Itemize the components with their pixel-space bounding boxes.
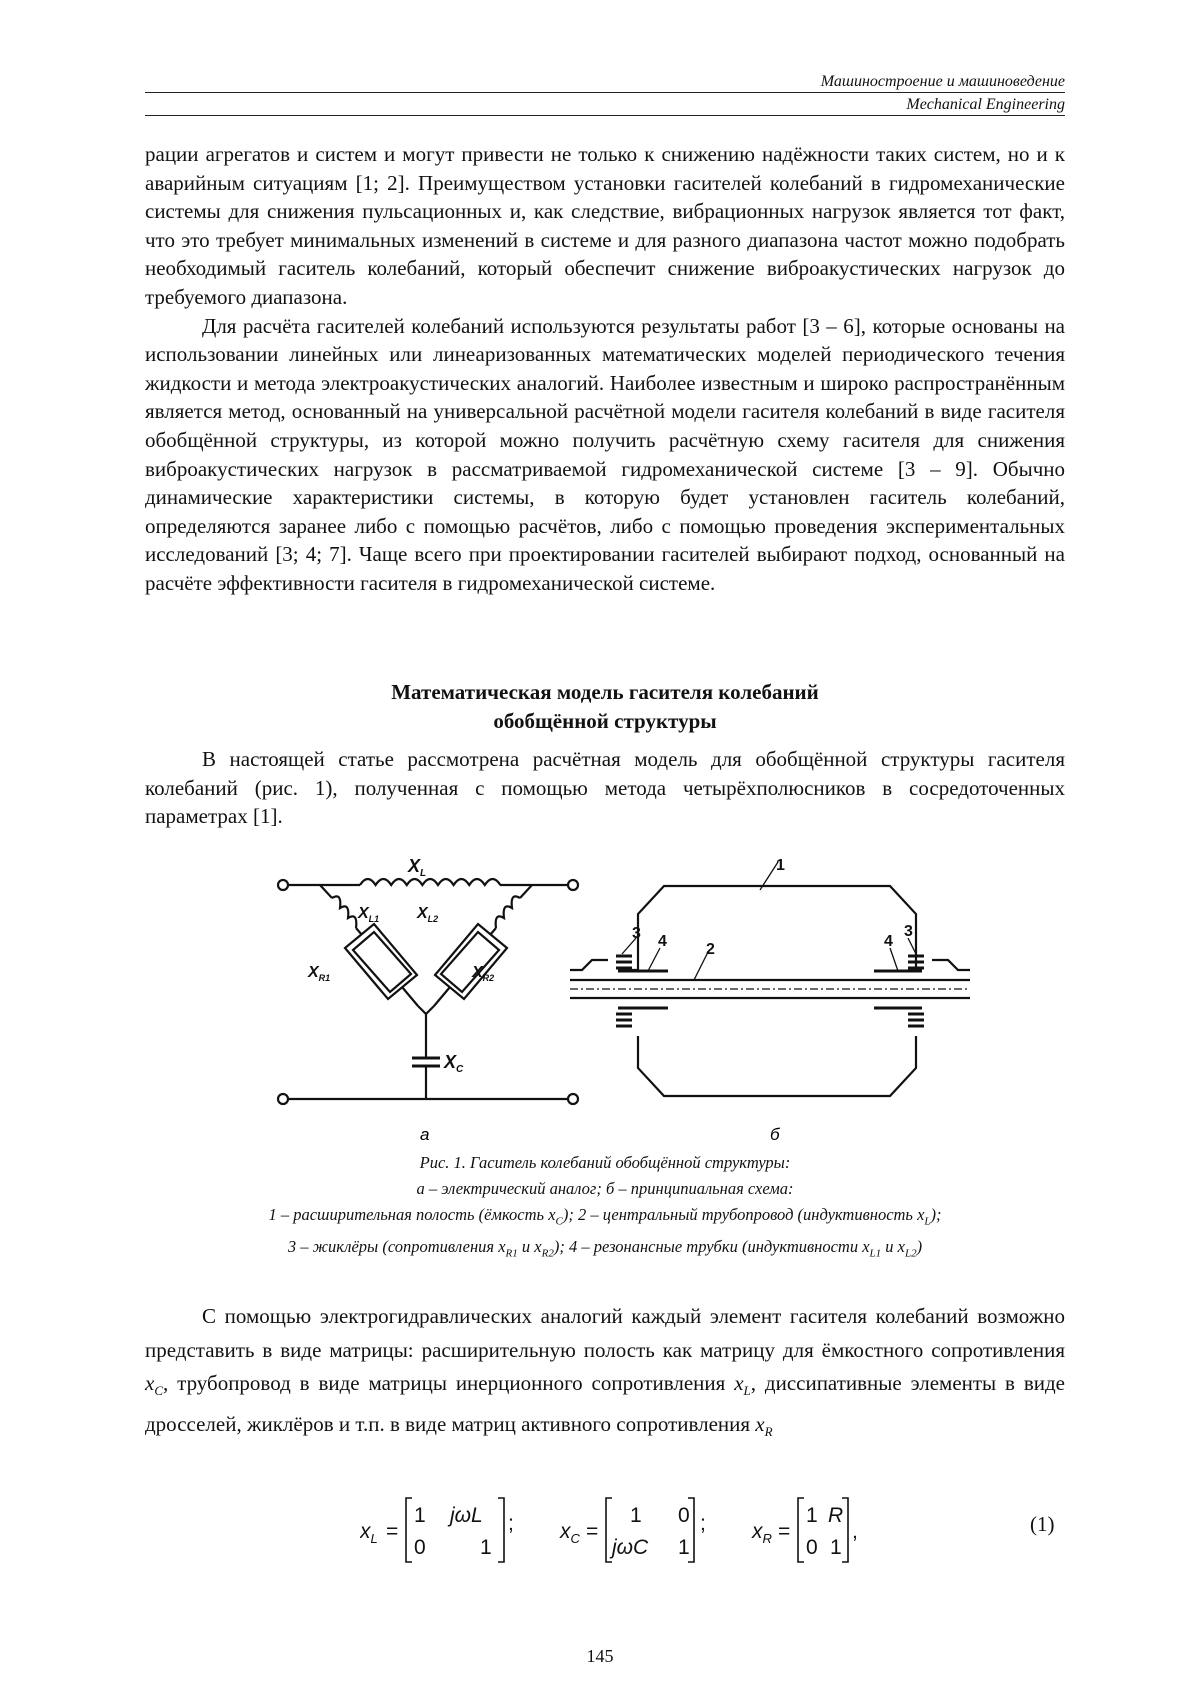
label-2: 2 — [706, 941, 715, 958]
caption-var-xl-base: x — [917, 1205, 925, 1224]
caption-var-xr1-base: x — [498, 1237, 506, 1257]
bracket-r-left — [798, 1498, 804, 1562]
inline-var-xl — [734, 1371, 751, 1399]
section-heading-line-2: обобщённой структуры — [493, 709, 717, 733]
caption-line-4-and-1: и — [517, 1237, 535, 1257]
caption-var-xl1-base: x — [862, 1237, 870, 1257]
label-xl2: $X_{L2}$ — [417, 905, 439, 924]
caption-line-4-text-c: ) — [916, 1237, 923, 1257]
matrix-paragraph — [145, 1300, 1065, 1448]
caption-var-xr2 — [534, 1237, 554, 1260]
outlet-flange — [932, 960, 970, 970]
mr-22: 1 — [830, 1536, 842, 1559]
resistor-xr2-inner — [441, 932, 499, 992]
eq-equals-1: = — [386, 1520, 399, 1543]
label-3a: 3 — [632, 925, 641, 942]
section-heading — [145, 678, 1065, 736]
label-xr2: $X_{R2}$ — [472, 964, 495, 983]
label-xl: $X_L$ — [408, 858, 427, 879]
leader-4b — [890, 948, 898, 971]
inlet-flange — [570, 960, 608, 970]
matrix-paragraph-text-1: С помощью электрогидравлических аналогий каждый элемент гасителя колебаний возможно представить в виде матрицы: расширительную полость как матрицу для ёмкостного сопротивления — [145, 1304, 1065, 1362]
inline-var-xl-base: x — [734, 1371, 744, 1395]
left-branch-wire-bottom — [402, 987, 418, 1006]
section-paragraph-1: В настоящей статье рассмотрена расчётная модель для обобщённой структуры гасителя колебаний (рис. 1), полученная с помощью метода четырёхполюсников в сосредоточенных параметрах [1]. — [145, 747, 1065, 829]
page-number: 145 — [586, 1646, 614, 1666]
matrix-paragraph-text — [145, 1300, 1065, 1448]
journal-title-en: Mechanical Engineering — [906, 96, 1065, 113]
right-branch-wire-top — [520, 885, 532, 898]
inline-var-xc-base: x — [145, 1371, 155, 1395]
caption-var-xl2-base: x — [897, 1237, 905, 1257]
caption-line-3 — [145, 1202, 1065, 1234]
eq-comma: , — [852, 1520, 858, 1543]
junction-left — [418, 1006, 426, 1014]
mr-21: 0 — [806, 1536, 818, 1559]
caption-var-xr1 — [498, 1237, 518, 1260]
terminal-top-right — [568, 880, 578, 890]
caption-var-xl1 — [862, 1237, 882, 1260]
caption-line-4 — [145, 1234, 1065, 1266]
label-4a: 4 — [658, 933, 667, 950]
mc-22: 1 — [678, 1536, 690, 1559]
electrical-analog-labels — [307, 858, 494, 1075]
sublabel-b: б — [770, 1125, 780, 1144]
principal-scheme-diagram — [570, 862, 970, 1096]
label-3b: 3 — [904, 923, 913, 940]
inline-var-xc-sub: C — [154, 1383, 163, 1399]
figure-1 — [270, 858, 980, 1148]
caption-line-1: Рис. 1. Гаситель колебаний обобщённой структуры: — [419, 1153, 791, 1172]
intro-paragraph-2: Для расчёта гасителей колебаний используются результаты работ [3 – 6], которые основаны на использовании линейных или линеаризованных математических моделей периодического течения жидкости и метода электроакустических аналогий. Наиболее известным и широко распространённым является метод, основанный на универсальной расчётной модели гасителя колебаний в виде гасителя обобщённой структуры, из которой можно получить расчётную схему гасителя для снижения виброакустических нагрузок в рассматриваемой гидромеханической системе [3 – 9]. Обычно динамические характеристики системы, в которую будет установлен гаситель колебаний, определяются заранее либо с помощью расчётов, либо с помощью проведения экспериментальных исследований [3; 4; 7]. Чаще всего при проектировании гасителей выбирают подход, основанный на расчёте эффективности гасителя в гидромеханической системе. — [145, 313, 1065, 595]
figure-1-caption — [145, 1150, 1065, 1267]
caption-line-3-text-c: ); — [930, 1205, 942, 1224]
caption-var-xc — [548, 1205, 563, 1228]
inline-var-xr-base: x — [755, 1411, 765, 1436]
caption-var-xl2-sub: L2 — [905, 1247, 917, 1260]
sublabel-a: а — [420, 1125, 430, 1144]
caption-var-xr1-sub: R1 — [505, 1247, 518, 1260]
section-heading-line-1: Математическая модель гасителя колебаний — [391, 680, 819, 704]
resistor-xr1-inner — [353, 932, 411, 992]
inline-var-xr-sub: R — [764, 1423, 773, 1439]
eq-semicolon-1: ; — [508, 1512, 514, 1535]
eq-xc-symbol: $x_C$ — [560, 1520, 580, 1546]
terminal-bottom-left — [278, 1094, 288, 1104]
inline-var-xr — [755, 1411, 773, 1439]
mc-21: jωC — [612, 1536, 649, 1559]
resistor-xr2 — [435, 924, 507, 999]
caption-var-xl-sub: L — [924, 1215, 931, 1228]
caption-var-xr2-base: x — [534, 1237, 542, 1257]
cavity-shell-bottom — [638, 1036, 916, 1096]
running-header — [145, 70, 1065, 116]
matrix-paragraph-text-2: , трубопровод в виде матрицы инерционного сопротивления — [163, 1371, 735, 1395]
label-xl1: $X_{L1}$ — [358, 905, 380, 924]
leader-3b — [908, 938, 916, 954]
resistor-xr1 — [345, 924, 417, 999]
label-1: 1 — [776, 858, 785, 874]
leader-4a — [648, 948, 660, 971]
mr-12: R — [828, 1504, 844, 1527]
inductor-xl — [360, 879, 500, 885]
inductor-xl2 — [496, 896, 520, 928]
header-line-en — [145, 93, 1065, 116]
right-branch-wire-bottom — [434, 987, 450, 1006]
terminal-bottom-right — [568, 1094, 578, 1104]
label-xc: $X_C$ — [444, 1052, 464, 1075]
label-xr1: $X_{R1}$ — [308, 964, 331, 983]
mc-12: 0 — [678, 1504, 690, 1527]
header-line-ru — [145, 70, 1065, 93]
caption-line-3-text-a: 1 – расширительная полость (ёмкость — [268, 1205, 549, 1224]
mc-11: 1 — [630, 1504, 642, 1527]
left-branch-wire-top — [320, 885, 332, 898]
figure-1-drawing — [270, 858, 980, 1148]
inline-var-xl-sub: L — [743, 1383, 751, 1399]
junction-right — [426, 1006, 434, 1014]
caption-line-4-text-a: 3 – жиклёры (сопротивления — [287, 1237, 499, 1257]
caption-var-xc-base: x — [548, 1205, 556, 1224]
caption-var-xl1-sub: L1 — [869, 1247, 882, 1260]
caption-line-4-text-b: ); 4 – резонансные трубки (индуктивности — [553, 1237, 863, 1257]
bracket-l-right — [498, 1498, 504, 1562]
electrical-analog-diagram — [278, 879, 578, 1104]
eq-equals-2: = — [586, 1520, 599, 1543]
matrix-paragraph-text-3: , диссипативные элементы в виде дросселей, жиклёров и т.п. в виде матриц активного сопротивления — [145, 1371, 1065, 1436]
equation-1-drawing — [360, 1490, 960, 1570]
caption-var-xr2-sub: R2 — [541, 1247, 554, 1260]
section-text — [145, 745, 1065, 831]
eq-semicolon-2: ; — [700, 1512, 706, 1535]
mr-11: 1 — [806, 1504, 818, 1527]
ml-21: 0 — [414, 1536, 426, 1559]
equation-number: (1) — [1030, 1512, 1055, 1536]
caption-var-xl2 — [897, 1237, 917, 1260]
journal-title-ru: Машиностроение и машиноведение — [820, 73, 1065, 90]
label-4b: 4 — [884, 933, 893, 950]
caption-line-2: а – электрический аналог; б – принципиальная схема: — [416, 1179, 794, 1198]
eq-equals-3: = — [778, 1520, 791, 1543]
cavity-shell-top — [632, 886, 922, 970]
principal-scheme-labels — [632, 858, 913, 958]
inline-var-xc — [145, 1371, 163, 1399]
equation-1 — [360, 1490, 960, 1570]
caption-line-4-and-2: и — [881, 1237, 898, 1257]
terminal-top-left — [278, 880, 288, 890]
eq-xr-symbol: $x_R$ — [752, 1520, 772, 1546]
ml-22: 1 — [480, 1536, 492, 1559]
bracket-l-left — [406, 1498, 412, 1562]
ml-12: jωL — [450, 1504, 483, 1527]
caption-line-3-text-b: ); 2 – центральный трубопровод (индуктивность — [562, 1205, 918, 1224]
ml-11: 1 — [414, 1504, 426, 1527]
inductor-xl1 — [332, 896, 356, 928]
caption-var-xc-sub: C — [555, 1215, 563, 1228]
caption-var-xl — [917, 1205, 931, 1228]
intro-paragraph-1: рации агрегатов и систем и могут привести не только к снижению надёжности таких систем, но и к аварийным ситуациям [1; 2]. Преимуществом установки гасителей колебаний в гидромеханические системы для снижения пульсационных и, как следствие, вибрационных нагрузок является тот факт, что это требует минимальных изменений в системе и для разного диапазона частот можно подобрать необходимый гаситель колебаний, который обеспечит снижение виброакустических нагрузок до требуемого диапазона. — [145, 142, 1065, 309]
intro-text — [145, 140, 1065, 598]
eq-xl-symbol: $x_L$ — [360, 1520, 378, 1546]
